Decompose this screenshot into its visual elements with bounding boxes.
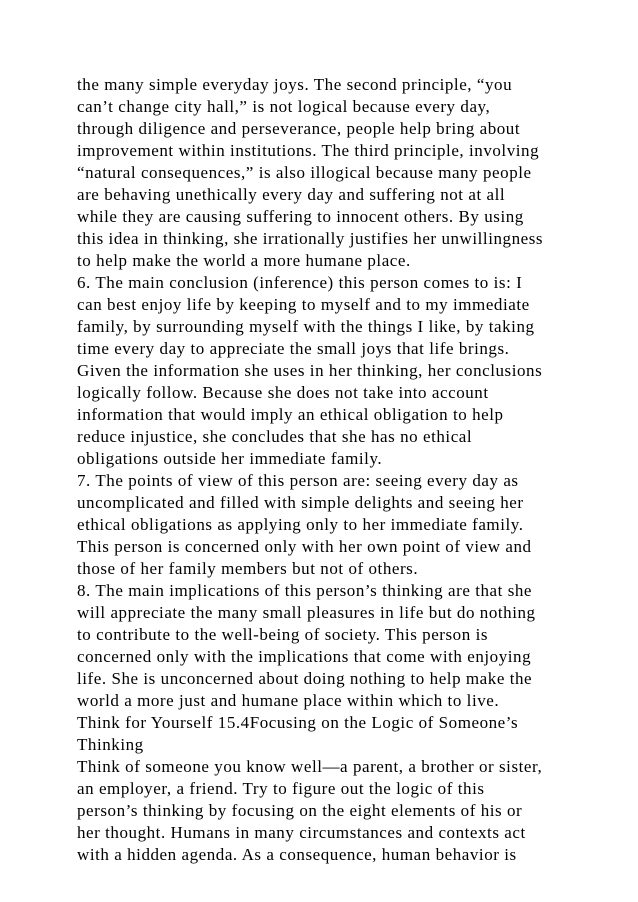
text-line: with a hidden agenda. As a consequence, human behavior is bbox=[77, 845, 517, 864]
text-line: life. She is unconcerned about doing nothing to help make the bbox=[77, 669, 533, 688]
text-line: her thought. Humans in many circumstances and contexts act bbox=[77, 823, 526, 842]
text-line: can best enjoy life by keeping to myself and to my immediate bbox=[77, 295, 530, 314]
text-line: this idea in thinking, she irrationally justifies her unwillingness bbox=[77, 229, 544, 248]
text-line: uncomplicated and filled with simple delights and seeing her bbox=[77, 493, 524, 512]
text-line: those of her family members but not of others. bbox=[77, 559, 419, 578]
text-line: to contribute to the well-being of society. This person is bbox=[77, 625, 489, 644]
text-line: an employer, a friend. Try to figure out the logic of this bbox=[77, 779, 485, 798]
list-item-8-start: 8. The main implications of this person’s thinking are that she bbox=[77, 581, 533, 600]
section-heading: Think for Yourself 15.4Focusing on the Logic of Someone’s bbox=[77, 713, 519, 732]
text-line: This person is concerned only with her own point of view and bbox=[77, 537, 532, 556]
text-line: information that would imply an ethical obligation to help bbox=[77, 405, 504, 424]
text-line: will appreciate the many small pleasures in life but do nothing bbox=[77, 603, 536, 622]
text-line: can’t change city hall,” is not logical because every day, bbox=[77, 97, 491, 116]
list-item-7-start: 7. The points of view of this person are: seeing every day as bbox=[77, 471, 519, 490]
text-line: “natural consequences,” is also illogical because many people bbox=[77, 163, 532, 182]
text-line: while they are causing suffering to innocent others. By using bbox=[77, 207, 524, 226]
text-line: time every day to appreciate the small joys that life brings. bbox=[77, 339, 510, 358]
list-item-6-start: 6. The main conclusion (inference) this person comes to is: I bbox=[77, 273, 523, 292]
text-line: family, by surrounding myself with the things I like, by taking bbox=[77, 317, 535, 336]
text-line: to help make the world a more humane place. bbox=[77, 251, 411, 270]
text-line: world a more just and humane place within which to live. bbox=[77, 691, 500, 710]
text-line: obligations outside her immediate family. bbox=[77, 449, 383, 468]
body-text bbox=[77, 74, 597, 866]
text-line: concerned only with the implications that come with enjoying bbox=[77, 647, 532, 666]
section-heading: Thinking bbox=[77, 735, 144, 754]
text-line: Think of someone you know well—a parent, a brother or sister, bbox=[77, 757, 543, 776]
text-line: logically follow. Because she does not take into account bbox=[77, 383, 489, 402]
text-line: through diligence and perseverance, people help bring about bbox=[77, 119, 521, 138]
text-line: are behaving unethically every day and suffering not at all bbox=[77, 185, 506, 204]
text-line: Given the information she uses in her thinking, her conclusions bbox=[77, 361, 543, 380]
text-line: the many simple everyday joys. The second principle, “you bbox=[77, 75, 513, 94]
text-line: person’s thinking by focusing on the eight elements of his or bbox=[77, 801, 523, 820]
text-line: reduce injustice, she concludes that she has no ethical bbox=[77, 427, 473, 446]
text-line: ethical obligations as applying only to her immediate family. bbox=[77, 515, 524, 534]
text-line: improvement within institutions. The third principle, involving bbox=[77, 141, 540, 160]
